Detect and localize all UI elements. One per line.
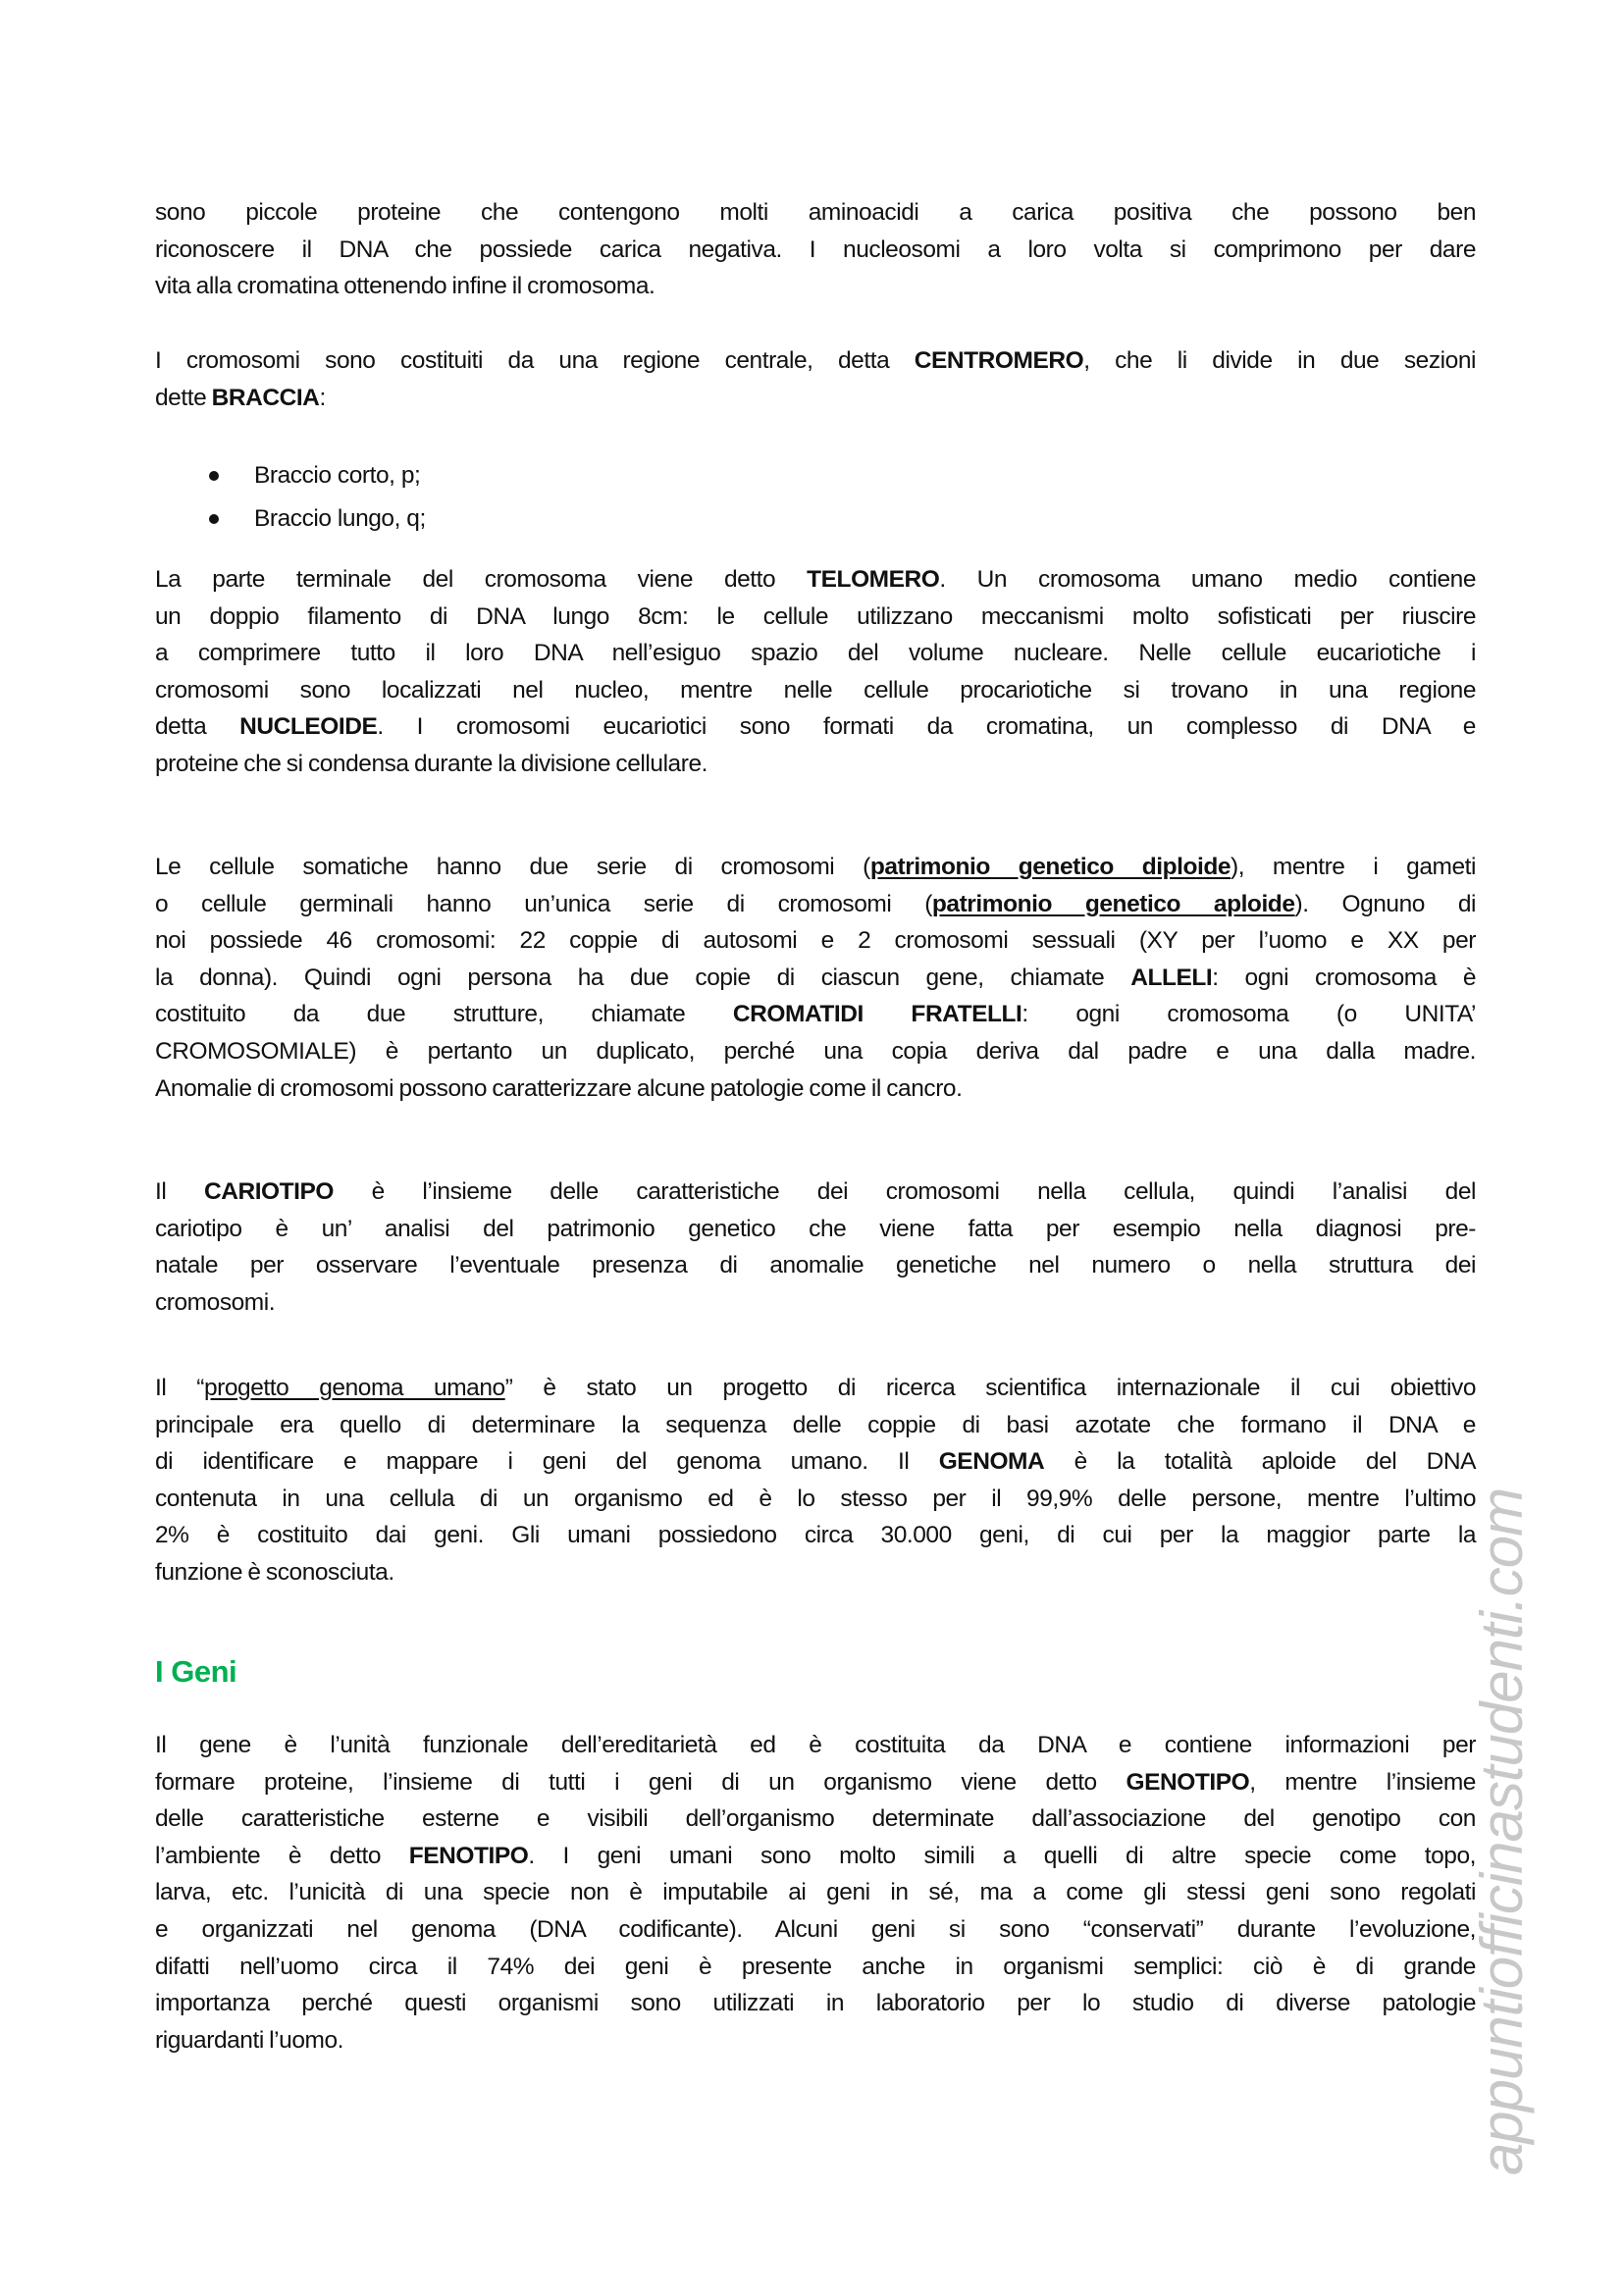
bold-underlined-term: patrimonio genetico diploide xyxy=(869,854,1231,880)
text-line: detta NUCLEOIDE. I cromosomi eucariotici sono formati da cromatina, un complesso di DNA e xyxy=(155,713,1476,741)
text-line: vita alla cromatina ottenendo infine il cromosoma. xyxy=(155,273,655,300)
paragraph-cariotipo xyxy=(155,1174,1476,1321)
text-line: l’ambiente è detto FENOTIPO. I geni umani sono molto simili a quelli di altre specie come topo, xyxy=(155,1842,1476,1869)
text-line: delle caratteristiche esterne e visibili dell’organismo determinate dall’associazione del genotipo con xyxy=(155,1805,1476,1833)
bold-term: CARIOTIPO xyxy=(203,1178,335,1205)
text-line: 2% è costituito dai geni. Gli umani possiedono circa 30.000 geni, di cui per la maggior parte la xyxy=(155,1522,1476,1549)
text-line: Il gene è l’unità funzionale dell’ereditarietà ed è costituita da DNA e contiene informazioni per xyxy=(155,1732,1476,1758)
text-line: importanza perché questi organismi sono utilizzati in laboratorio per lo studio di diverse patologie xyxy=(155,1990,1476,2017)
bold-term: ALLELI xyxy=(1130,964,1213,991)
underlined-term: progetto genoma umano xyxy=(204,1375,505,1401)
bold-term: GENOTIPO xyxy=(1126,1768,1250,1796)
text-line: cariotipo è un’ analisi del patrimonio genetico che viene fatta per esempio nella diagnosi pre- xyxy=(155,1215,1476,1242)
bold-term: BRACCIA xyxy=(211,384,320,411)
text-line: a comprimere tutto il loro DNA nell’esiguo spazio del volume nucleare. Nelle cellule eucariotiche i xyxy=(155,640,1476,667)
text-line: riconoscere il DNA che possiede carica negativa. I nucleosomi a loro volta si comprimono per dare xyxy=(155,235,1476,263)
paragraph-nucleosomes xyxy=(155,194,1476,305)
bullet-text: Braccio lungo, q; xyxy=(254,505,426,532)
text-line: di identificare e mappare i geni del genoma umano. Il GENOMA è la totalità aploide del DNA xyxy=(155,1448,1476,1476)
bullet-list-braccia xyxy=(155,457,1476,544)
watermark-text: appuntiofficinastudenti.com xyxy=(1469,1487,1535,2176)
paragraph-genoma xyxy=(155,1370,1476,1591)
bold-underlined-term: patrimonio genetico aploide xyxy=(931,890,1295,917)
text-line: cromosomi sono localizzati nel nucleo, mentre nelle cellule procariotiche si trovano in una regione xyxy=(155,676,1476,704)
paragraph-geni xyxy=(155,1727,1476,2059)
text-line: natale per osservare l’eventuale presenza di anomalie genetiche nel numero o nella struttura dei xyxy=(155,1252,1476,1279)
text-line: funzione è sconosciuta. xyxy=(155,1558,394,1586)
text-line: difatti nell’uomo circa il 74% dei geni è presente anche in organismi semplici: ciò è di grande xyxy=(155,1953,1476,1980)
bullet-dot-icon xyxy=(209,471,219,481)
bullet-text: Braccio corto, p; xyxy=(254,462,421,489)
text-line: contenuta in una cellula di un organismo ed è lo stesso per il 99,9% delle persone, mentre l’ultimo xyxy=(155,1485,1476,1512)
text-line: La parte terminale del cromosoma viene detto TELOMERO. Un cromosoma umano medio contiene xyxy=(155,566,1476,593)
text-line: proteine che si condensa durante la divisione cellulare. xyxy=(155,750,707,777)
text-line: e organizzati nel genoma (DNA codificante). Alcuni geni si sono “conservati” durante l’evoluzione, xyxy=(155,1915,1476,1943)
text-line: Il “progetto genoma umano” è stato un progetto di ricerca scientifica internazionale il cui obiettivo xyxy=(155,1375,1476,1401)
text-line: noi possiede 46 cromosomi: 22 coppie di autosomi e 2 cromosomi sessuali (XY per l’uomo e XX per xyxy=(155,927,1476,955)
text-line: dette BRACCIA: xyxy=(155,384,326,411)
bullet-item xyxy=(155,457,1476,500)
bold-term: GENOMA xyxy=(938,1448,1045,1476)
bold-term: NUCLEOIDE xyxy=(239,713,378,741)
text-line: Le cellule somatiche hanno due serie di cromosomi (patrimonio genetico diploide), mentre i gameti xyxy=(155,854,1476,880)
text-line: costituito da due strutture, chiamate CROMATIDI FRATELLI: ogni cromosoma (o UNITA’ xyxy=(155,1001,1476,1028)
text-line: larva, etc. l’unicità di una specie non è imputabile ai geni in sé, ma a come gli stessi geni sono regolati xyxy=(155,1879,1476,1906)
watermark xyxy=(1469,1468,1535,2196)
bullet-dot-icon xyxy=(209,514,219,524)
text-line: I cromosomi sono costituiti da una regione centrale, detta CENTROMERO, che li divide in due sezioni xyxy=(155,347,1476,374)
section-heading-geni: I Geni xyxy=(155,1654,237,1689)
text-line: un doppio filamento di DNA lungo 8cm: le cellule utilizzano meccanismi molto sofisticati per riuscire xyxy=(155,602,1476,630)
text-line: la donna). Quindi ogni persona ha due copie di ciascun gene, chiamate ALLELI: ogni cromosoma è xyxy=(155,964,1476,991)
text-line: Il CARIOTIPO è l’insieme delle caratteristiche dei cromosomi nella cellula, quindi l’analisi del xyxy=(155,1178,1476,1205)
text-line: CROMOSOMIALE) è pertanto un duplicato, perché una copia deriva dal padre e una dalla madre. xyxy=(155,1037,1476,1065)
text-line: riguardanti l’uomo. xyxy=(155,2026,344,2054)
paragraph-centromero xyxy=(155,342,1476,416)
text-line: sono piccole proteine che contengono molti aminoacidi a carica positiva che possono ben xyxy=(155,199,1476,226)
text-line: Anomalie di cromosomi possono caratterizzare alcune patologie come il cancro. xyxy=(155,1074,963,1102)
bullet-item xyxy=(155,500,1476,544)
text-line: o cellule germinali hanno un’unica serie di cromosomi (patrimonio genetico aploide). Ognuno di xyxy=(155,890,1476,917)
paragraph-telomero xyxy=(155,561,1476,783)
bold-term: CENTROMERO xyxy=(914,347,1084,374)
text-line: cromosomi. xyxy=(155,1288,276,1316)
bold-term: TELOMERO xyxy=(807,566,940,593)
text-line: principale era quello di determinare la sequenza delle coppie di basi azotate che formano il DNA e xyxy=(155,1411,1476,1438)
bold-term: CROMATIDI FRATELLI xyxy=(732,1001,1022,1028)
paragraph-diploide xyxy=(155,849,1476,1107)
bold-term: FENOTIPO xyxy=(408,1842,529,1869)
text-line: formare proteine, l’insieme di tutti i geni di un organismo viene detto GENOTIPO, mentre l’insieme xyxy=(155,1768,1476,1796)
